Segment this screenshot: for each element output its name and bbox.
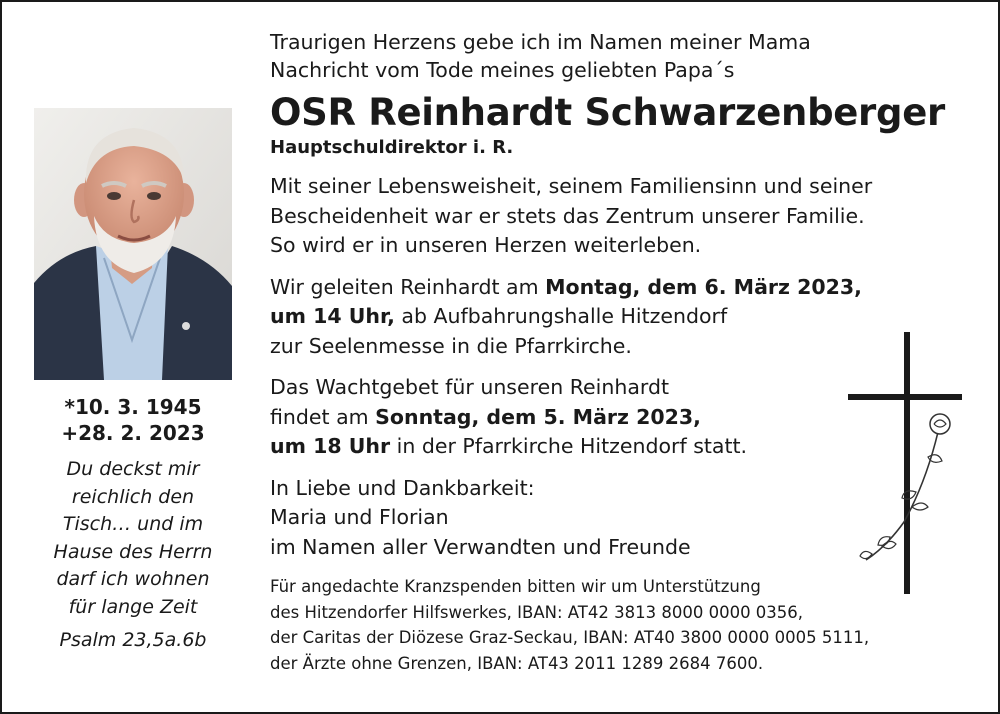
intro-line: Nachricht vom Tode meines geliebten Papa´s [270,58,735,82]
quote-line: für lange Zeit [68,595,198,618]
closing-line: In Liebe und Dankbarkeit: [270,475,535,500]
death-date: +28. 2. 2023 [61,421,205,445]
funeral-text: Wir geleiten Reinhardt am [270,274,546,299]
vigil-location: in der Pfarrkirche Hitzendorf statt. [390,434,748,458]
donation-line: der Ärzte ohne Grenzen, IBAN: AT43 2011 1289 2684 7600. [270,653,764,673]
tribute-line: So wird er in unseren Herzen weiterleben. [270,233,702,257]
funeral-mass: zur Seelenmesse in die Pfarrkirche. [270,333,632,358]
portrait-photo [34,108,232,380]
tribute-text [270,172,970,261]
psalm-reference: Psalm 23,5a.6b [59,629,207,651]
intro-text [270,28,970,84]
deceased-name: OSR Reinhardt Schwarzenberger [270,91,945,134]
vigil-time: um 18 Uhr [270,434,391,458]
quote-line: darf ich wohnen [56,568,210,590]
quote-line: Du deckst mir [66,458,200,480]
quote-line: Hause des Herrn [53,540,213,563]
donation-line: des Hitzendorfer Hilfswerkes, IBAN: AT42 3813 8000 0000 0356, [270,602,804,622]
life-dates [34,394,232,446]
vigil-text: findet am [270,404,376,429]
funeral-date: Montag, dem 6. März 2023, [545,274,862,299]
bible-quote [34,456,232,621]
vigil-text: Das Wachtgebet für unseren Reinhardt [270,375,669,399]
tribute-line: Mit seiner Lebensweisheit, seinem Familiensinn und seiner [270,174,873,198]
funeral-time: um 14 Uhr, [270,304,395,328]
donation-line: der Caritas der Diözese Graz-Seckau, IBAN: AT40 3800 0000 0005 5111, [270,628,870,647]
quote-line: Tisch… und im [62,513,204,535]
tribute-line: Bescheidenheit war er stets das Zentrum unserer Familie. [270,203,865,228]
birth-date: *10. 3. 1945 [64,395,202,419]
closing-line: Maria und Florian [270,505,449,529]
cross-with-rose-icon [846,332,966,594]
quote-line: reichlich den [71,485,195,508]
intro-line: Traurigen Herzens gebe ich im Namen meiner Mama [270,30,811,54]
vigil-date: Sonntag, dem 5. März 2023, [375,404,701,429]
funeral-location: ab Aufbahrungshalle Hitzendorf [394,304,728,328]
deceased-title: Hauptschuldirektor i. R. [270,137,514,158]
donation-line: Für angedachte Kranzspenden bitten wir um Unterstützung [270,577,761,596]
closing-line: im Namen aller Verwandten und Freunde [270,534,691,559]
